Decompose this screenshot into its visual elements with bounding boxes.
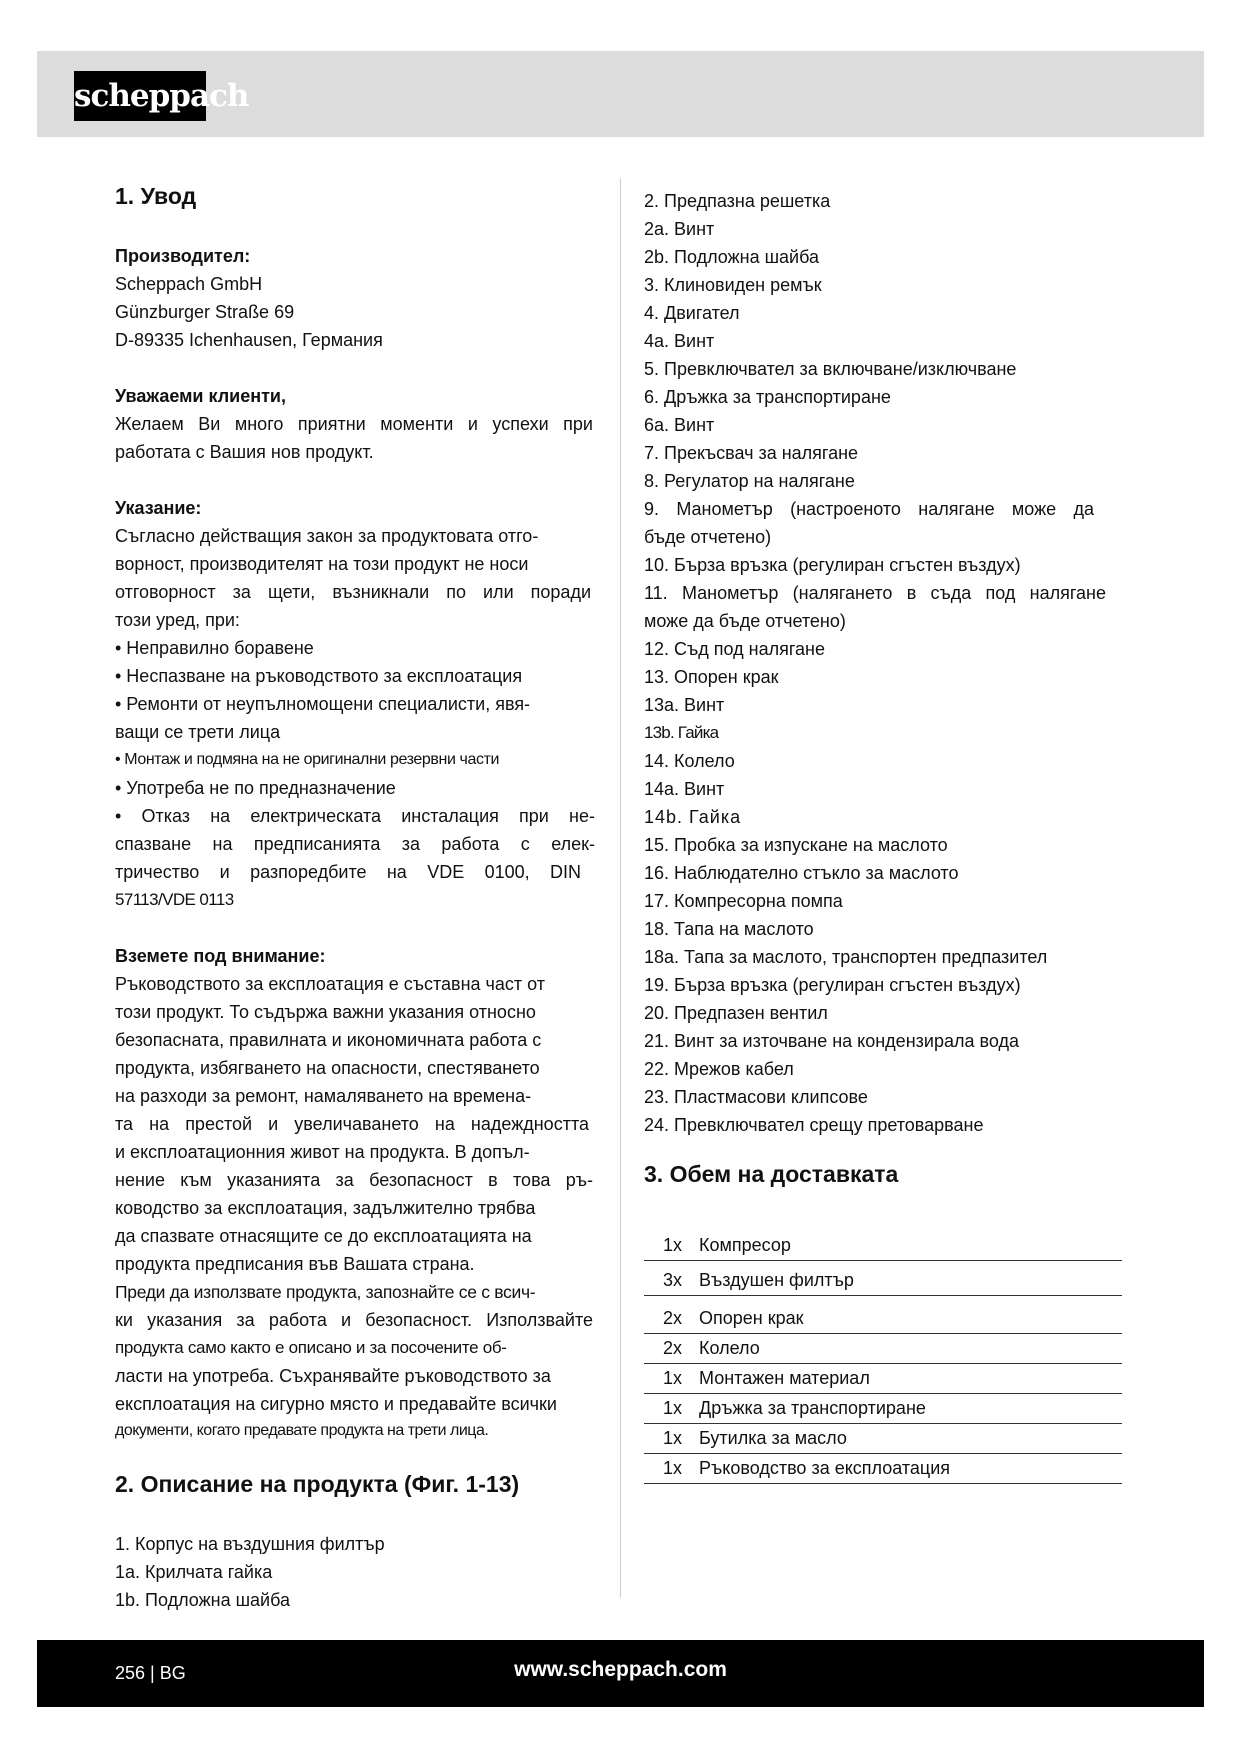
- note-line: този уред, при:: [115, 610, 240, 630]
- product-part-item: 11. Манометър (налягането в съда под налягане: [644, 583, 1106, 603]
- scope-item: Въздушен филтър: [699, 1270, 854, 1290]
- product-part-item: 24. Превключвател срещу претоварване: [644, 1115, 984, 1135]
- product-part-item: 13. Опорен крак: [644, 667, 779, 687]
- product-part-item: 2. Предпазна решетка: [644, 191, 831, 211]
- product-part-item: 20. Предпазен вентил: [644, 1003, 828, 1023]
- product-part-item: 4. Двигател: [644, 303, 740, 323]
- table-row: [644, 1365, 1122, 1394]
- product-part-item: 8. Регулатор на налягане: [644, 471, 855, 491]
- website-link[interactable]: www.scheppach.com: [514, 1658, 727, 1681]
- table-row: [644, 1230, 1122, 1261]
- table-row: [644, 1297, 1122, 1334]
- manufacturer-line: D-89335 Ichenhausen, Германия: [115, 330, 383, 350]
- attention-line: на разходи за ремонт, намаляването на времена-: [115, 1086, 532, 1106]
- manufacturer-line: Scheppach GmbH: [115, 274, 263, 294]
- attention-line: нение към указанията за безопасност в това ръ-: [115, 1170, 593, 1190]
- manufacturer-line: Günzburger Straße 69: [115, 302, 295, 322]
- product-part-item: 21. Винт за източване на кондензирала вода: [644, 1031, 1019, 1051]
- bullet-item: ващи се трети лица: [115, 722, 281, 742]
- scope-qty: 2x: [663, 1338, 683, 1358]
- scope-qty: 1x: [663, 1368, 683, 1388]
- note-line: ворност, производителят на този продукт не носи: [115, 554, 529, 574]
- scope-qty: 1x: [663, 1235, 683, 1255]
- product-part-item: 14. Колело: [644, 751, 735, 771]
- page-header: [37, 51, 1204, 137]
- dear-customers-line: Желаем Ви много приятни моменти и успехи при: [115, 414, 593, 434]
- section-2-title: 2. Описание на продукта (Фиг. 1-13): [115, 1471, 520, 1497]
- attention-label: Вземете под внимание:: [115, 946, 326, 966]
- attention-line: Преди да използвате продукта, запознайте се с всич-: [115, 1282, 536, 1302]
- bullet-item: тричество и разпоредбите на VDE 0100, DIN: [115, 862, 581, 882]
- product-part-item: 1. Корпус на въздушния филтър: [115, 1534, 385, 1554]
- product-part-item: 5. Превключвател за включване/изключване: [644, 359, 1017, 379]
- dear-customers-label: Уважаеми клиенти,: [115, 386, 286, 406]
- product-part-item: 3. Клиновиден ремък: [644, 275, 822, 295]
- page-footer: [37, 1640, 1204, 1707]
- manufacturer-label: Производител:: [115, 246, 251, 266]
- attention-line: продукта само както е описано и за посочените об-: [115, 1338, 507, 1357]
- product-part-item: 1b. Подложна шайба: [115, 1590, 290, 1610]
- attention-line: и експлоатационния живот на продукта. В допъл-: [115, 1142, 530, 1162]
- scheppach-logo: scheppach: [74, 71, 206, 121]
- product-part-item: 14a. Винт: [644, 779, 725, 799]
- scope-item: Компресор: [699, 1235, 791, 1255]
- attention-line: та на престой и увеличаването на надеждността: [115, 1114, 589, 1134]
- scope-qty: 1x: [663, 1398, 683, 1418]
- scope-qty: 2x: [663, 1308, 683, 1328]
- product-part-item: 6. Дръжка за транспортиране: [644, 387, 891, 407]
- bullet-item: • Употреба не по предназначение: [115, 778, 396, 798]
- attention-line: Ръководството за експлоатация е съставна част от: [115, 974, 546, 994]
- product-part-item: 2b. Подложна шайба: [644, 247, 819, 267]
- scope-item: Опорен крак: [699, 1308, 804, 1328]
- product-part-item: бъде отчетено): [644, 527, 772, 547]
- note-line: отговорност за щети, възникнали по или поради: [115, 582, 591, 602]
- table-row: [644, 1262, 1122, 1296]
- attention-line: продукта предписания във Вашата страна.: [115, 1254, 475, 1274]
- product-part-item: 17. Компресорна помпа: [644, 891, 843, 911]
- product-part-item: 18. Тапа на маслото: [644, 919, 814, 939]
- scope-qty: 1x: [663, 1458, 683, 1478]
- note-line: Съгласно действащия закон за продуктовата отго-: [115, 526, 539, 546]
- product-part-item: 4a. Винт: [644, 331, 715, 351]
- section-1-title: 1. Увод: [115, 183, 197, 209]
- scope-item: Колело: [699, 1338, 760, 1358]
- scope-qty: 3x: [663, 1270, 683, 1290]
- table-row: [644, 1395, 1122, 1424]
- product-part-item: 23. Пластмасови клипсове: [644, 1087, 868, 1107]
- attention-line: ки указания за работа и безопасност. Използвайте: [115, 1310, 593, 1330]
- product-part-item: 19. Бърза връзка (регулиран сгъстен въздух): [644, 975, 1021, 995]
- attention-line: да спазвате отнасящите се до експлоатацията на: [115, 1226, 532, 1246]
- bullet-item: • Неправилно боравене: [115, 638, 314, 658]
- bullet-item: 57113/VDE 0113: [115, 890, 234, 909]
- product-part-item: 14b. Гайка: [644, 807, 742, 827]
- product-part-item: 13a. Винт: [644, 695, 725, 715]
- bullet-item: • Ремонти от неупълномощени специалисти, явя-: [115, 694, 531, 714]
- table-row: [644, 1455, 1122, 1484]
- product-part-item: 16. Наблюдателно стъкло за маслото: [644, 863, 959, 883]
- attention-line: продукта, избягването на опасности, спестяването: [115, 1058, 540, 1078]
- product-part-item: 7. Прекъсвач за налягане: [644, 443, 859, 463]
- bullet-item: спазване на предписанията за работа с елек-: [115, 834, 595, 854]
- product-part-item: 6a. Винт: [644, 415, 715, 435]
- product-part-item: 1a. Крилчата гайка: [115, 1562, 273, 1582]
- page-number: 256 | BG: [115, 1663, 186, 1683]
- dear-customers-line: работата с Вашия нов продукт.: [115, 442, 374, 462]
- scope-item: Бутилка за масло: [699, 1428, 847, 1448]
- column-divider: [620, 178, 621, 1598]
- attention-line: експлоатация на сигурно място и предавайте всички: [115, 1394, 557, 1414]
- product-part-item: 10. Бърза връзка (регулиран сгъстен въздух): [644, 555, 1021, 575]
- product-part-item: 2a. Винт: [644, 219, 715, 239]
- scope-item: Ръководство за експлоатация: [699, 1458, 951, 1478]
- attention-line: ласти на употреба. Съхранявайте ръководството за: [115, 1366, 551, 1386]
- section-3-title: 3. Обем на доставката: [644, 1161, 899, 1187]
- attention-line: ководство за експлоатация, задължително трябва: [115, 1198, 536, 1218]
- product-part-item: 22. Мрежов кабел: [644, 1059, 794, 1079]
- attention-line: безопасната, правилната и икономичната работа с: [115, 1030, 542, 1050]
- bullet-item: • Отказ на електрическата инсталация при не-: [115, 806, 595, 826]
- table-row: [644, 1425, 1122, 1454]
- attention-line: този продукт. То съдържа важни указания относно: [115, 1002, 536, 1022]
- product-part-item: може да бъде отчетено): [644, 611, 846, 631]
- scope-item: Монтажен материал: [699, 1368, 870, 1388]
- product-part-item: 12. Съд под налягане: [644, 639, 825, 659]
- product-part-item: 9. Манометър (настроеното налягане може да: [644, 499, 1094, 519]
- bullet-item: • Неспазване на ръководството за експлоатация: [115, 666, 523, 686]
- bullet-item: • Монтаж и подмяна на не оригинални резервни части: [115, 751, 500, 768]
- product-part-item: 15. Пробка за изпускане на маслото: [644, 835, 948, 855]
- scope-item: Дръжка за транспортиране: [699, 1398, 926, 1418]
- product-part-item: 13b. Гайка: [644, 723, 719, 742]
- note-label: Указание:: [115, 498, 202, 518]
- attention-line: документи, когато предавате продукта на трети лица.: [115, 1422, 489, 1439]
- table-row: [644, 1335, 1122, 1364]
- product-part-item: 18a. Тапа за маслото, транспортен предпазител: [644, 947, 1048, 967]
- scope-qty: 1x: [663, 1428, 683, 1448]
